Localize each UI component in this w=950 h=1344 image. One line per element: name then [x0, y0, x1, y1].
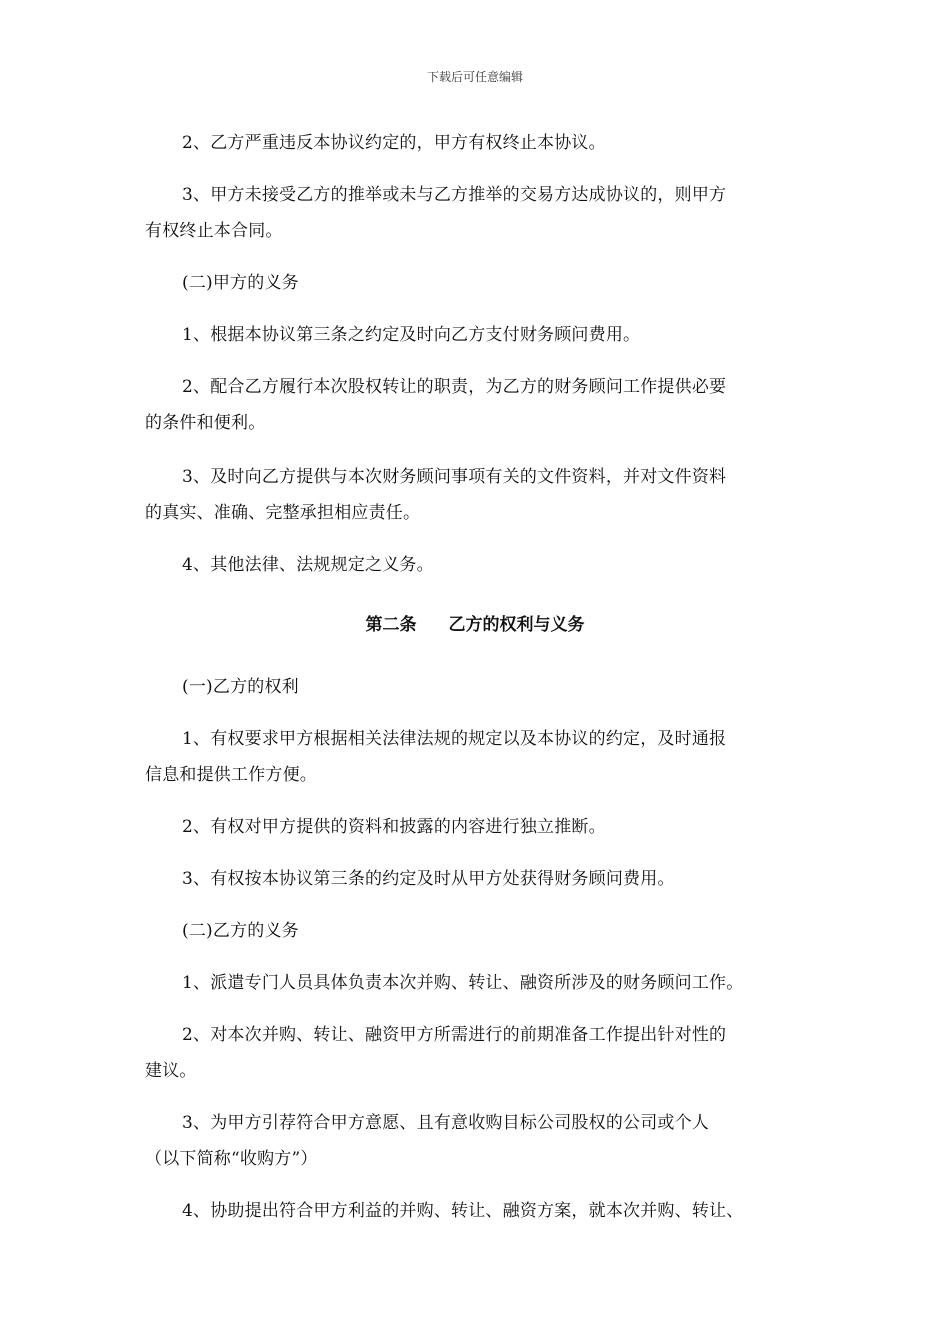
subsection-title: (二)乙方的义务 [182, 921, 299, 941]
paragraph-line: 2、对本次并购、转让、融资甲方所需进行的前期准备工作提出针对性的 [182, 1025, 727, 1045]
paragraph-line: 有权终止本合同。 [145, 221, 283, 241]
section-number: 第二条 [365, 615, 417, 635]
paragraph-line: 信息和提供工作方便。 [145, 765, 317, 785]
paragraph-line: 1、派遣专门人员具体负责本次并购、转让、融资所涉及的财务顾问工作。 [182, 973, 744, 993]
paragraph-line: 2、乙方严重违反本协议约定的，甲方有权终止本协议。 [182, 133, 606, 153]
paragraph-line: 2、有权对甲方提供的资料和披露的内容进行独立推断。 [182, 817, 606, 837]
section-title: 乙方的权利与义务 [448, 615, 585, 635]
section-heading [0, 610, 950, 635]
paragraph-line: 4、其他法律、法规规定之义务。 [182, 555, 434, 575]
paragraph-line: 2、配合乙方履行本次股权转让的职责，为乙方的财务顾问工作提供必要 [182, 377, 727, 397]
paragraph-line: 建议。 [145, 1061, 197, 1081]
paragraph-line: 1、有权要求甲方根据相关法律法规的规定以及本协议的约定，及时通报 [182, 729, 727, 749]
paragraph-line: 的条件和便利。 [145, 413, 266, 433]
paragraph-line: 的真实、准确、完整承担相应责任。 [145, 503, 421, 523]
paragraph-line: 3、甲方未接受乙方的推举或未与乙方推举的交易方达成协议的，则甲方 [182, 185, 727, 205]
paragraph-line: 1、根据本协议第三条之约定及时向乙方支付财务顾问费用。 [182, 325, 641, 345]
subsection-title: (一)乙方的权利 [182, 677, 299, 697]
subsection-title: (二)甲方的义务 [182, 273, 299, 293]
paragraph-line: 4、协助提出符合甲方利益的并购、转让、融资方案，就本次并购、转让、 [182, 1201, 744, 1221]
paragraph-line: 3、有权按本协议第三条的约定及时从甲方处获得财务顾问费用。 [182, 869, 675, 889]
paragraph-line: 3、及时向乙方提供与本次财务顾问事项有关的文件资料，并对文件资料 [182, 467, 727, 487]
paragraph-line: （以下简称“收购方”） [145, 1149, 318, 1169]
header-note: 下载后可任意编辑 [426, 70, 523, 84]
paragraph-line: 3、为甲方引荐符合甲方意愿、且有意收购目标公司股权的公司或个人 [182, 1113, 710, 1133]
